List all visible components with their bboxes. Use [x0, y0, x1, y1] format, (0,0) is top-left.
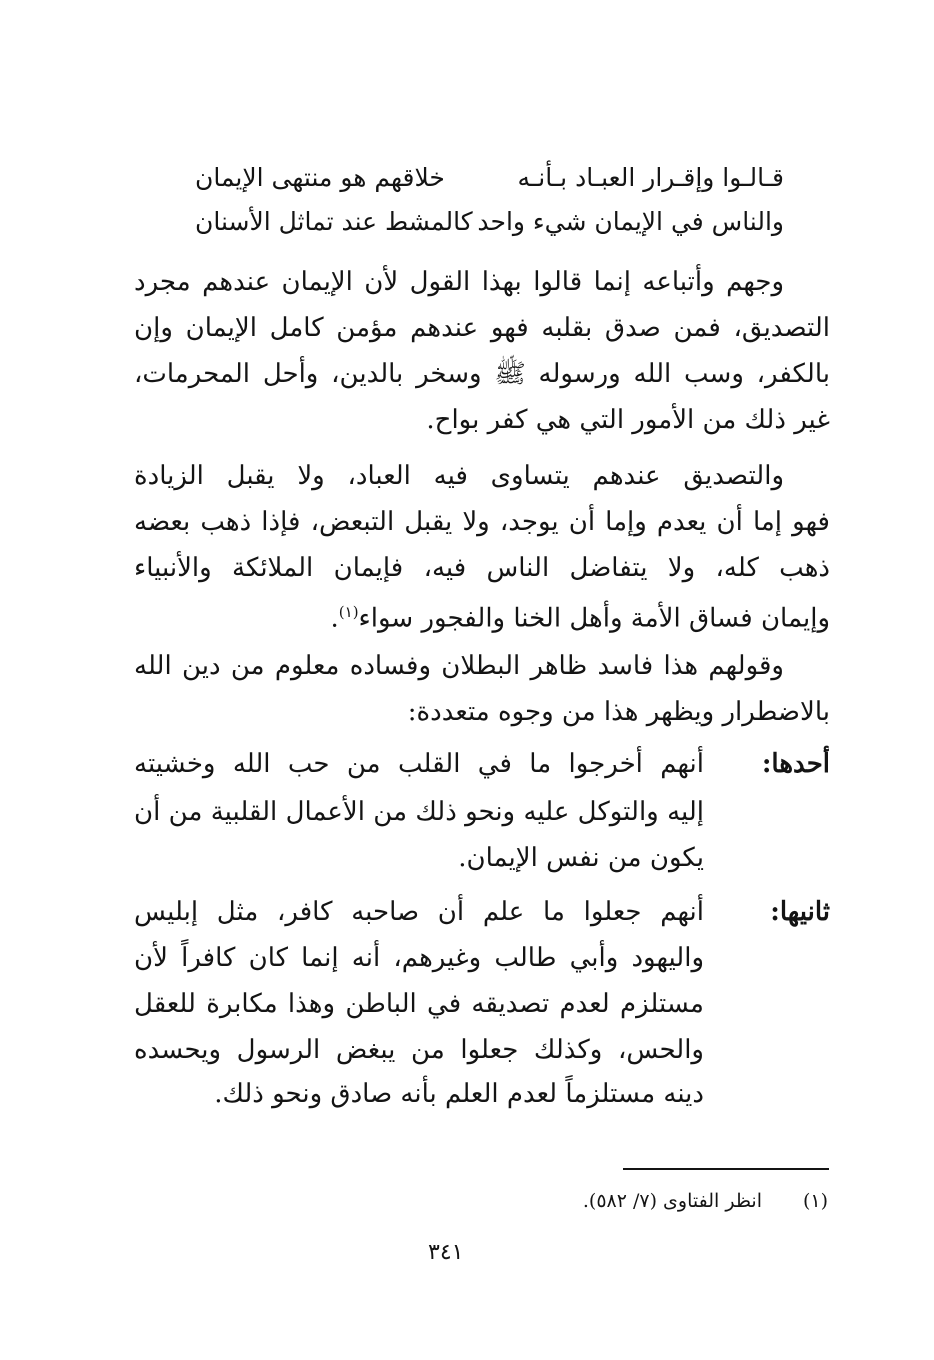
- page-number: ٣٤١: [428, 1240, 464, 1265]
- paragraph-2-line-4-text: وإيمان فساق الأمة وأهل الخنا والفجور سواء: [358, 603, 830, 634]
- footnote-number: (١): [802, 1190, 828, 1212]
- point-2-line-3: مستلزم لعدم تصديقه في الباطن وهذا مكابرة للعقل: [134, 989, 704, 1019]
- paragraph-1-line-3: بالكفر، وسب الله ورسوله ﷺ وسخر بالدين، وأحل المحرمات،: [134, 359, 830, 389]
- point-1-line-1: أنهم أخرجوا ما في القلب من حب الله وخشيته: [134, 749, 704, 779]
- footnote-ref: (١): [338, 603, 359, 621]
- paragraph-3-line-1: وقولهم هذا فاسد ظاهر البطلان وفساده معلوم من دين الله: [134, 651, 784, 681]
- point-1-line-3: يكون من نفس الإيمان.: [458, 843, 704, 873]
- point-2-line-2: واليهود وأبي طالب وغيرهم، أنه إنما كان كافراً لأن: [134, 943, 704, 973]
- paragraph-2-line-3: ذهب كله، ولا يتفاضل الناس فيه، فإيمان الملائكة والأنبياء: [134, 553, 830, 583]
- verse-1-right: قـالـوا وإقـرار العبـاد بـأنـه: [517, 163, 784, 192]
- footnote-separator: [623, 1168, 829, 1170]
- verse-2-right: والناس في الإيمان شيء واحد: [477, 207, 784, 236]
- paragraph-3-line-2: بالاضطرار ويظهر هذا من وجوه متعددة:: [407, 697, 830, 727]
- paragraph-1-line-4: غير ذلك من الأمور التي هي كفر بواح.: [426, 405, 830, 435]
- paragraph-1-line-1: وجهم وأتباعه إنما قالوا بهذا القول لأن الإيمان عندهم مجرد: [134, 267, 784, 297]
- point-2-label: ثانيها:: [770, 897, 830, 927]
- point-1-label: أحدها:: [761, 749, 830, 779]
- paragraph-2-line-1: والتصديق عندهم يتساوى فيه العباد، ولا يقبل الزيادة: [134, 461, 784, 491]
- point-1-line-2: إليه والتوكل عليه ونحو ذلك من الأعمال القلبية من أن: [134, 797, 704, 827]
- paragraph-2-line-2: فهو إما أن يعدم وإما أن يوجد، ولا يقبل التبعض، فإذا ذهب بعضه: [134, 507, 830, 537]
- paragraph-2-line-4: وإيمان فساق الأمة وأهل الخنا والفجور سواء$^{(١)}$.: [330, 603, 830, 634]
- point-2-line-4: والحس، وكذلك جعلوا من يبغض الرسول ويحسده: [134, 1035, 704, 1065]
- point-2-line-1: أنهم جعلوا ما علم أن صاحبه كافر، مثل إبليس: [134, 897, 704, 927]
- footnote-text: انظر الفتاوى (٧/ ٥٨٢).: [582, 1190, 762, 1212]
- verse-1-left: خلاقهم هو منتهى الإيمان: [195, 163, 445, 192]
- paragraph-1-line-2: التصديق، فمن صدق بقلبه فهو عندهم مؤمن كامل الإيمان وإن: [134, 313, 830, 343]
- point-2-line-5: دينه مستلزماً لعدم العلم بأنه صادق ونحو ذلك.: [214, 1079, 704, 1109]
- verse-2-left: كالمشط عند تماثل الأسنان: [195, 207, 473, 236]
